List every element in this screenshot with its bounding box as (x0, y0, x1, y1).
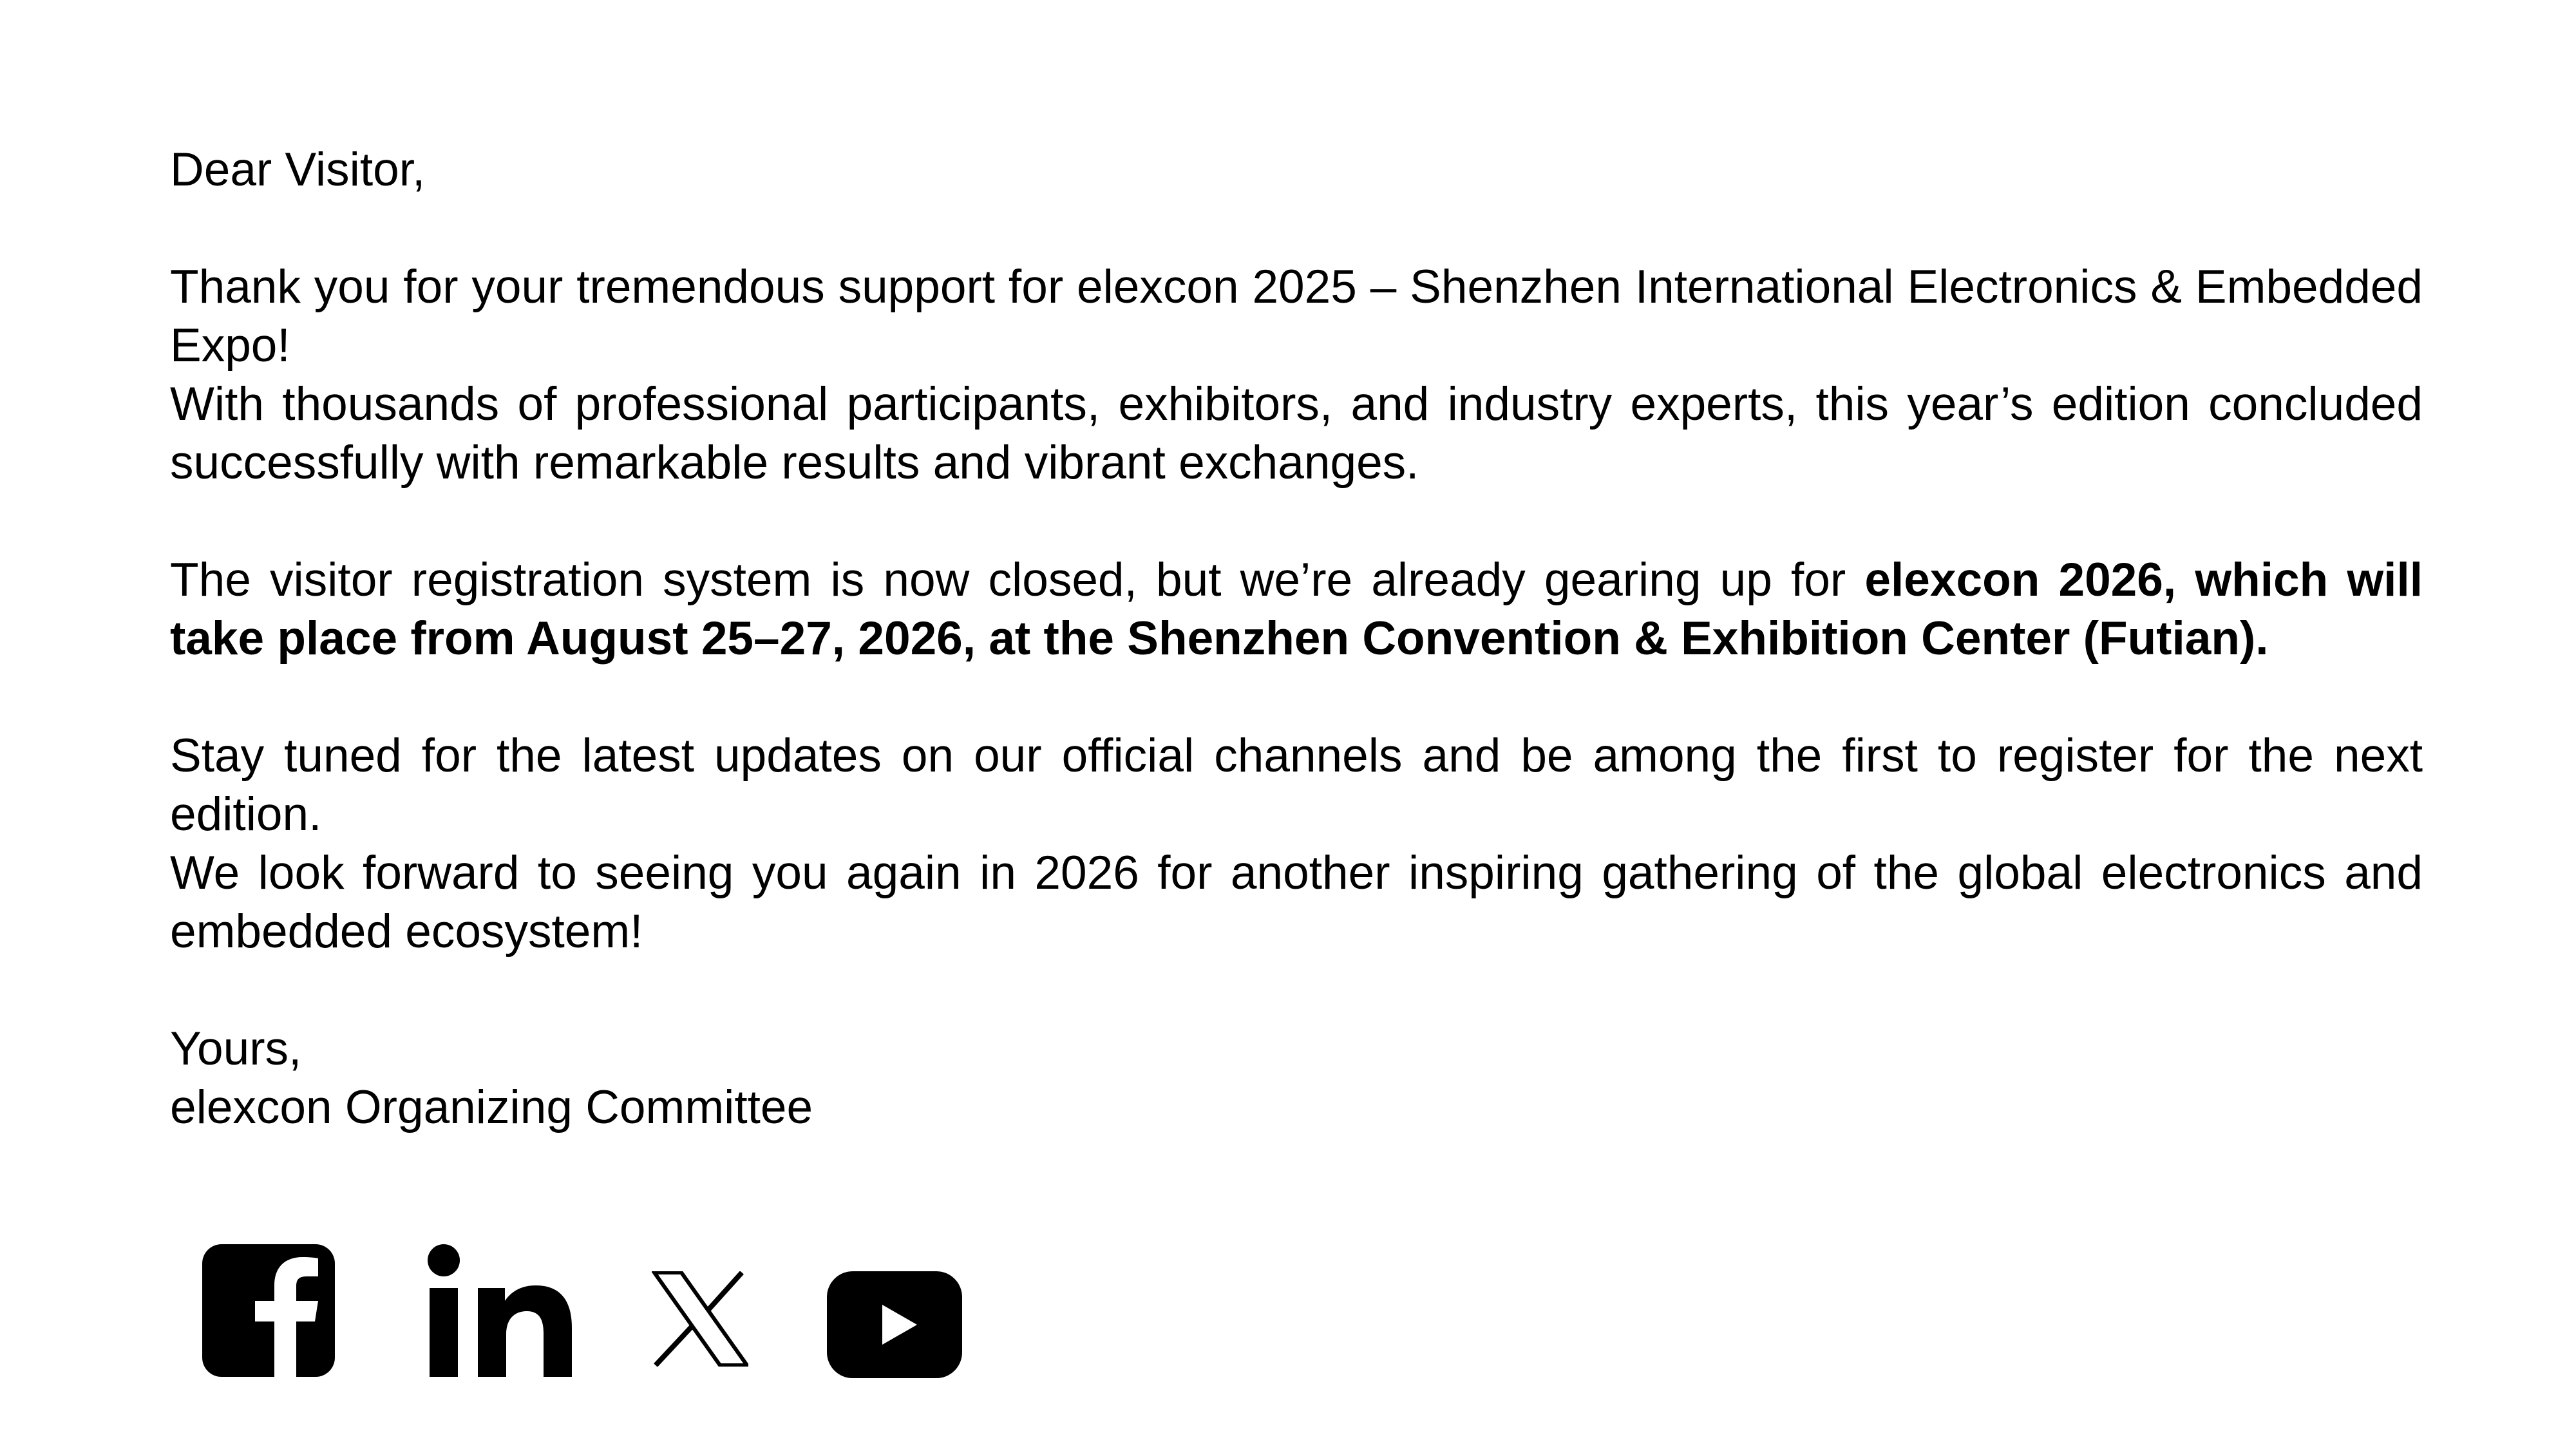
paragraph-gap (170, 961, 2423, 1019)
thank-you-text: Thank you for your tremendous support for elexcon 2025 – Shenzhen International Electronics & Embedded Expo! (170, 261, 2423, 372)
letter-body (170, 140, 2423, 1137)
paragraph-gap (170, 492, 2423, 551)
greeting: Dear Visitor, (170, 144, 426, 196)
next-event-details: elexcon 2026, which will take place from August 25–27, 2026, at the Shenzhen Convention & Exhibition Center (Futian). (170, 554, 2423, 665)
paragraph-gap (170, 199, 2423, 258)
linkedin-icon[interactable] (428, 1244, 576, 1377)
closing: Yours, (170, 1023, 302, 1075)
registration-notice (170, 551, 2423, 668)
facebook-icon[interactable] (202, 1244, 335, 1377)
stay-tuned-text: Stay tuned for the latest updates on our official channels and be among the first to register for the next edition. (170, 730, 2423, 840)
edition-summary-text: With thousands of professional participants, exhibitors, and industry experts, this year’s edition concluded successfully with remarkable results and vibrant exchanges. (170, 378, 2423, 489)
registration-closed-text: The visitor registration system is now closed, but we’re already gearing up for (170, 554, 1865, 606)
youtube-icon[interactable] (827, 1271, 962, 1378)
signature: elexcon Organizing Committee (170, 1081, 813, 1133)
look-forward-text: We look forward to seeing you again in 2026 for another inspiring gathering of the global electronics and embedded ecosystem! (170, 847, 2423, 958)
x-icon[interactable] (652, 1271, 748, 1367)
paragraph-gap (170, 668, 2423, 726)
